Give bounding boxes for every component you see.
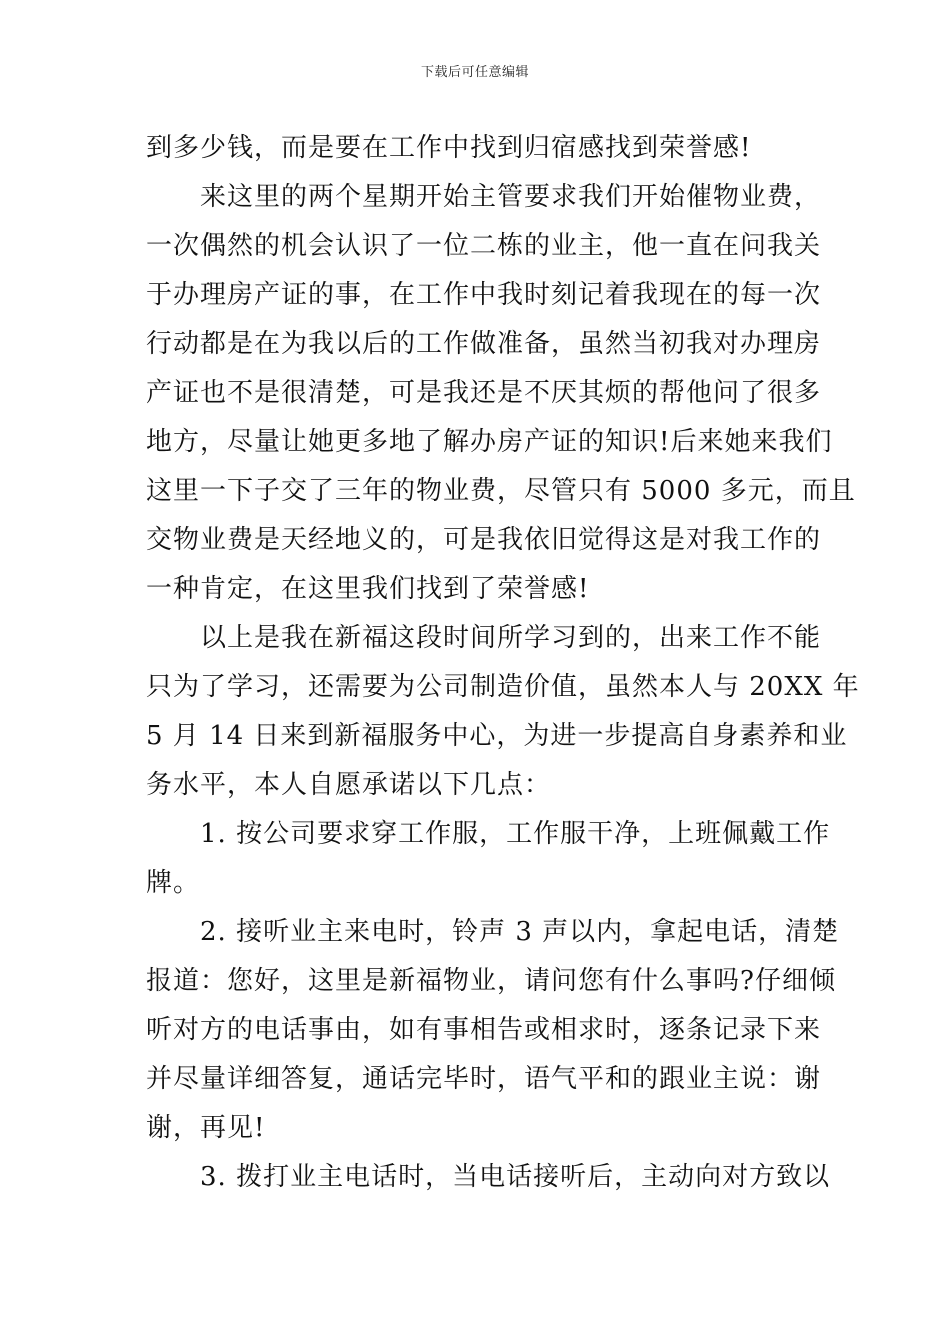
text-line-18: 报道：您好，这里是新福物业，请问您有什么事吗?仔细倾	[146, 966, 836, 996]
document-body	[146, 124, 860, 1202]
text-line-3: 一次偶然的机会认识了一位二栋的业主，他一直在问我关	[146, 231, 822, 261]
text-line-12: 只为了学习，还需要为公司制造价值，虽然本人与 20XX 年	[146, 672, 860, 702]
text-line-13: 5 月 14 日来到新福服务中心，为进一步提高自身素养和业	[146, 721, 848, 751]
text-line-6: 产证也不是很清楚，可是我还是不厌其烦的帮他问了很多	[146, 378, 822, 408]
text-line-4: 于办理房产证的事，在工作中我时刻记着我现在的每一次	[146, 280, 822, 310]
text-line-15: 1. 按公司要求穿工作服，工作服干净，上班佩戴工作	[146, 819, 831, 849]
text-line-20: 并尽量详细答复，通话完毕时，语气平和的跟业主说：谢	[146, 1064, 822, 1094]
page-header-note: 下载后可任意编辑	[420, 65, 529, 80]
text-line-7: 地方，尽量让她更多地了解办房产证的知识!后来她来我们	[146, 427, 833, 457]
text-line-5: 行动都是在为我以后的工作做准备，虽然当初我对办理房	[146, 329, 822, 359]
text-line-19: 听对方的电话事由，如有事相告或相求时，逐条记录下来	[146, 1015, 822, 1045]
text-line-1: 到多少钱，而是要在工作中找到归宿感找到荣誉感!	[146, 133, 752, 163]
text-line-8: 这里一下子交了三年的物业费，尽管只有 5000 多元，而且	[146, 476, 856, 506]
text-line-2: 来这里的两个星期开始主管要求我们开始催物业费，	[146, 182, 822, 212]
text-line-9: 交物业费是天经地义的，可是我依旧觉得这是对我工作的	[146, 525, 822, 555]
text-line-17: 2. 接听业主来电时，铃声 3 声以内，拿起电话，清楚	[146, 917, 840, 947]
text-line-22: 3. 拨打业主电话时，当电话接听后，主动向对方致以	[146, 1162, 831, 1192]
text-line-11: 以上是我在新福这段时间所学习到的，出来工作不能	[146, 623, 822, 653]
text-line-10: 一种肯定，在这里我们找到了荣誉感!	[146, 574, 590, 604]
text-line-16: 牌。	[146, 868, 201, 898]
text-line-14: 务水平，本人自愿承诺以下几点：	[146, 770, 552, 800]
text-line-21: 谢，再见!	[146, 1113, 266, 1143]
